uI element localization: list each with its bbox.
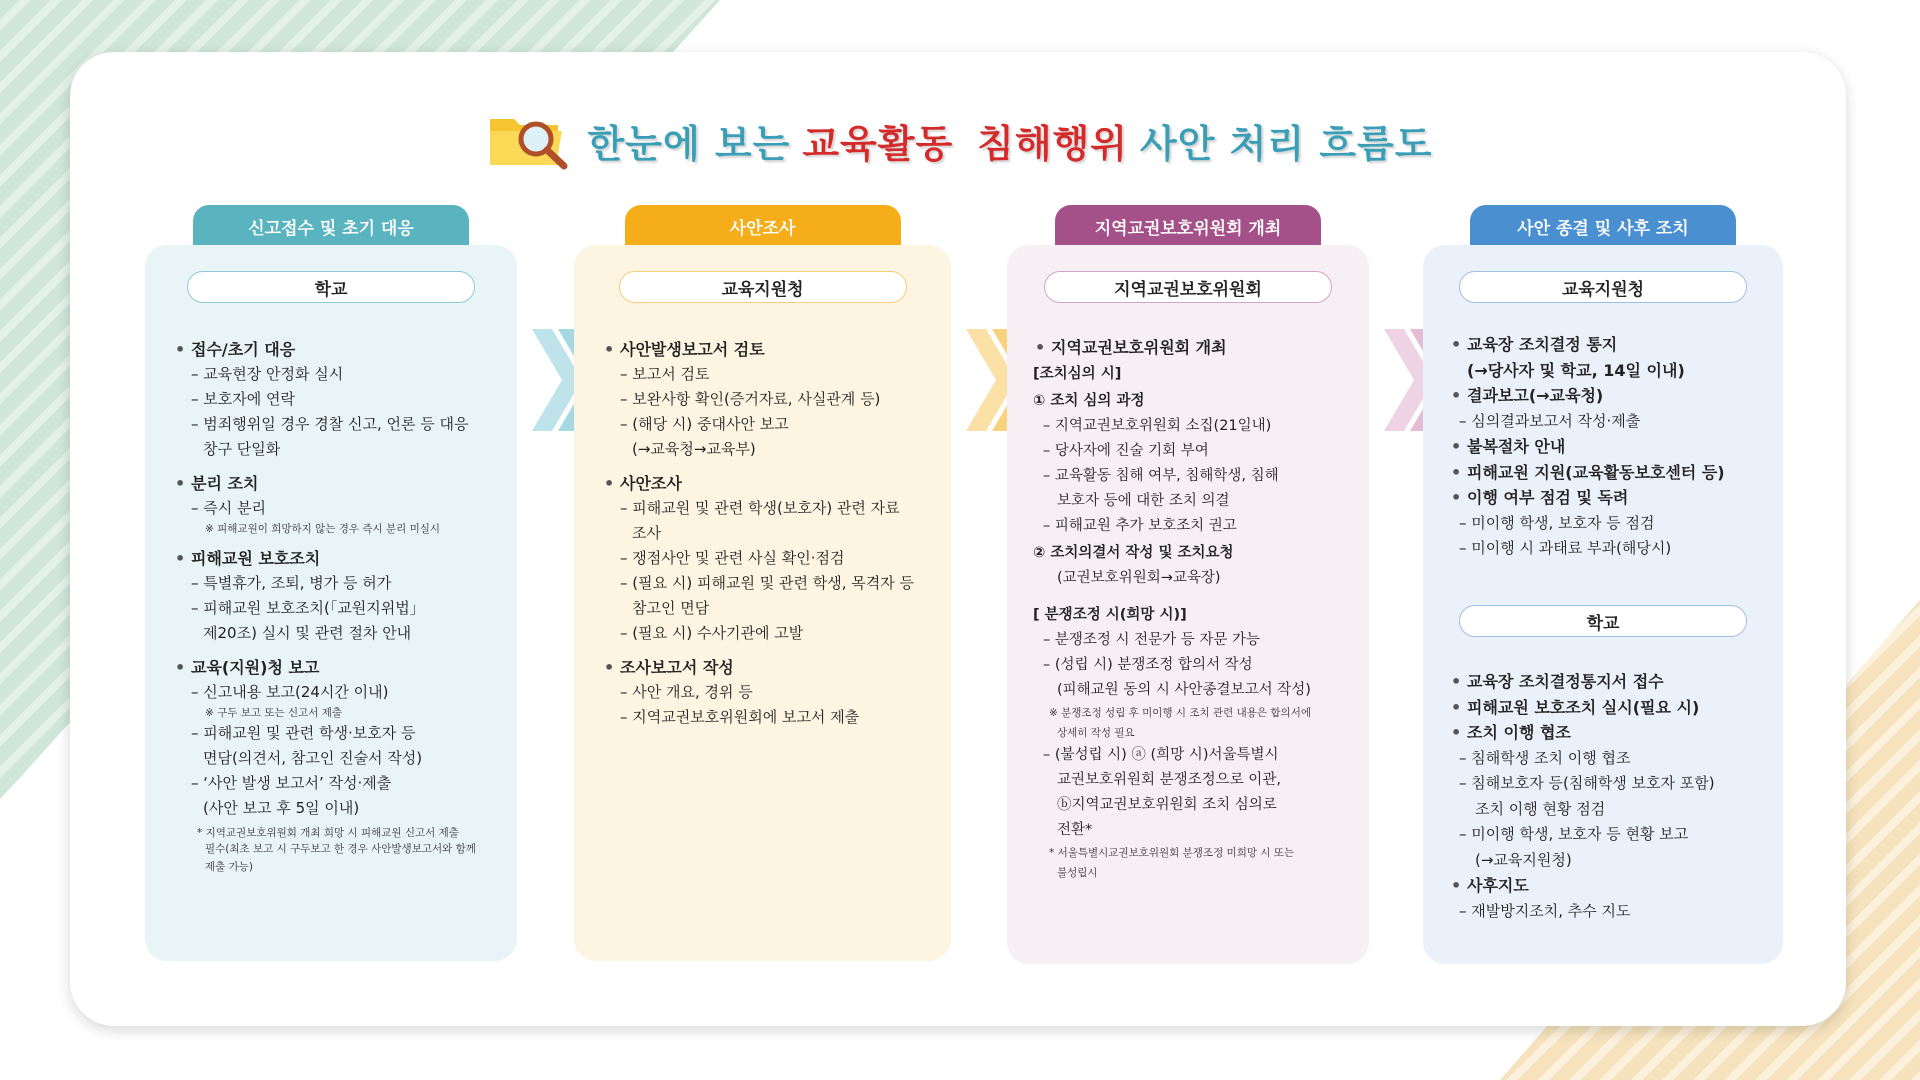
bracket-label: [조치심의 시] — [1033, 366, 1122, 382]
tab-report-intake: 신고접수 및 초기 대응 — [193, 205, 469, 247]
list-item: – 범죄행위일 경우 경찰 신고, 언론 등 대응 — [191, 415, 469, 433]
list-item: – 미이행 학생, 보호자 등 현황 보고 — [1459, 825, 1689, 843]
pill-education-office: 교육지원청 — [619, 271, 907, 303]
list-item-continued: 제20조) 실시 및 관련 절차 안내 — [203, 624, 412, 642]
list-item: – 신고내용 보고(24시간 이내) — [191, 683, 389, 701]
section-heading: • 피해교원 보호조치 실시(필요 시) — [1451, 697, 1700, 717]
sub-heading: ② 조치의결서 작성 및 조치요청 — [1033, 545, 1234, 561]
list-item: – 보고서 검토 — [620, 365, 710, 383]
title-part-2: 교육활동 — [802, 121, 954, 166]
list-item: – 심의결과보고서 작성·제출 — [1459, 411, 1641, 430]
note: ※ 피해교원이 희망하지 않는 경우 즉시 분리 미실시 — [205, 523, 441, 535]
section-heading: • 교육장 조치결정 통지 — [1451, 335, 1618, 354]
list-item: – 교육현장 안정화 실시 — [191, 365, 344, 383]
list-item: – 보호자에 연락 — [191, 390, 295, 408]
list-item: – (필요 시) 수사기관에 고발 — [620, 624, 804, 642]
list-item-continued: 참고인 면담 — [632, 599, 710, 617]
list-item-continued: (교권보호위원회→교육장) — [1057, 570, 1221, 586]
pill-school: 학교 — [187, 271, 475, 303]
footnote: 필수(최초 보고 시 구두보고 한 경우 사안발생보고서와 함께 — [205, 843, 476, 855]
pill-school: 학교 — [1459, 605, 1747, 637]
section-heading: • 분리 조치 — [175, 474, 259, 493]
list-item: – (필요 시) 피해교원 및 관련 학생, 목격자 등 — [620, 574, 914, 592]
section-heading: • 지역교권보호위원회 개최 — [1035, 338, 1227, 357]
list-item: – 보완사항 확인(증거자료, 사실관계 등) — [620, 390, 881, 408]
list-item-continued: 조치 이행 현황 점검 — [1475, 799, 1606, 818]
panel-case-closure — [1423, 245, 1783, 964]
list-item: – 침해학생 조치 이행 협조 — [1459, 748, 1631, 767]
section-heading: • 이행 여부 점검 및 독려 — [1451, 488, 1629, 507]
section-heading: • 교육장 조치결정통지서 접수 — [1451, 672, 1664, 691]
list-item: – (불성립 시) ⓐ (희망 시)서울특별시 — [1043, 747, 1279, 763]
tab-committee: 지역교권보호위원회 개최 — [1055, 205, 1321, 247]
list-item-continued: 면담(의견서, 참고인 진술서 작성) — [203, 749, 423, 767]
section-heading: • 피해교원 지원(교육활동보호센터 등) — [1451, 462, 1725, 482]
section-heading: • 피해교원 보호조치 — [175, 549, 321, 568]
list-item: – (성립 시) 분쟁조정 합의서 작성 — [1043, 657, 1253, 673]
panel-report-intake — [145, 245, 517, 961]
list-item: – 사안 개요, 경위 등 — [620, 683, 753, 701]
list-item: – 지역교권보호위원회에 보고서 제출 — [620, 708, 860, 726]
footnote: 불성립시 — [1057, 867, 1098, 879]
list-item: – 즉시 분리 — [191, 499, 267, 517]
footnote: 제출 가능) — [205, 861, 254, 873]
section-heading: • 불복절차 안내 — [1451, 437, 1566, 456]
list-item-continued: 조사 — [632, 524, 661, 542]
tab-case-investigation: 사안조사 — [625, 205, 901, 247]
section-heading: • 교육(지원)청 보고 — [175, 658, 320, 677]
list-item: – 교육활동 침해 여부, 침해학생, 침해 — [1043, 468, 1279, 484]
list-item-continued: 교권보호위원회 분쟁조정으로 이관, — [1057, 772, 1281, 788]
list-item: – 피해교원 추가 보호조치 권고 — [1043, 518, 1237, 534]
section-heading: • 사안발생보고서 검토 — [604, 340, 765, 359]
list-item-continued: 전환* — [1057, 822, 1093, 838]
list-item: – 당사자에 진술 기회 부여 — [1043, 443, 1209, 459]
section-heading: • 접수/초기 대응 — [175, 340, 296, 359]
list-item: – 피해교원 및 관련 학생·보호자 등 — [191, 724, 416, 742]
section-heading: • 사안조사 — [604, 474, 682, 493]
page-title — [0, 110, 1920, 170]
note: 상세히 작성 필요 — [1057, 727, 1135, 739]
section-heading: • 조사보고서 작성 — [604, 658, 734, 677]
list-item: – ‘사안 발생 보고서’ 작성·제출 — [191, 774, 392, 792]
magnifier-folder-icon — [488, 109, 572, 171]
note: ※ 분쟁조정 성립 후 미이행 시 조치 관련 내용은 합의서에 — [1049, 707, 1311, 719]
list-item: – 분쟁조정 시 전문가 등 자문 가능 — [1043, 632, 1260, 648]
footnote: * 서울특별시교권보호위원회 분쟁조정 미희망 시 또는 — [1049, 847, 1295, 859]
list-item-continued: 보호자 등에 대한 조치 의결 — [1057, 493, 1230, 509]
section-detail: (→당사자 및 학교, 14일 이내) — [1467, 360, 1685, 380]
list-item: – (해당 시) 중대사안 보고 — [620, 415, 789, 433]
title-part-1: 한눈에 보는 — [587, 121, 791, 166]
bracket-label: [ 분쟁조정 시(희망 시)] — [1033, 607, 1187, 623]
list-item-continued: (사안 보고 후 5일 이내) — [203, 799, 360, 817]
section-heading: • 조치 이행 협조 — [1451, 723, 1571, 742]
list-item: – 피해교원 및 관련 학생(보호자) 관련 자료 — [620, 499, 900, 517]
list-item-continued: (피해교원 동의 시 사안종결보고서 작성) — [1057, 682, 1311, 698]
note: ※ 구두 보고 또는 신고서 제출 — [205, 707, 343, 719]
title-part-4: 사안 처리 흐름도 — [1140, 121, 1433, 166]
list-item: – 침해보호자 등(침해학생 보호자 포함) — [1459, 774, 1715, 792]
list-item: – 지역교권보호위원회 소집(21일내) — [1043, 418, 1272, 434]
footnote: * 지역교권보호위원회 개최 희망 시 피해교원 신고서 제출 — [197, 827, 459, 839]
list-item-continued: 창구 단일화 — [203, 440, 281, 458]
section-heading: • 사후지도 — [1451, 876, 1529, 895]
title-part-3: 침해행위 — [977, 121, 1129, 166]
list-item: – 재발방지조치, 추수 지도 — [1459, 901, 1631, 920]
tab-case-closure: 사안 종결 및 사후 조치 — [1470, 205, 1736, 247]
sub-heading: ① 조치 심의 과정 — [1033, 393, 1145, 409]
panel-committee — [1007, 245, 1369, 964]
list-item-continued: (→교육지원청) — [1475, 850, 1572, 869]
list-item: – 피해교원 보호조치(「교원지위법」 — [191, 599, 425, 617]
list-item: – 미이행 시 과태료 부과(해당시) — [1459, 539, 1672, 557]
panel-case-investigation — [574, 245, 951, 961]
list-item: – 쟁점사안 및 관련 사실 확인·점검 — [620, 549, 845, 567]
list-item-continued: (→교육청→교육부) — [632, 440, 756, 458]
list-item-continued: ⓑ지역교권보호위원회 조치 심의로 — [1057, 797, 1277, 813]
list-item: – 특별휴가, 조퇴, 병가 등 허가 — [191, 574, 392, 592]
pill-committee: 지역교권보호위원회 — [1044, 271, 1332, 303]
pill-education-office: 교육지원청 — [1459, 271, 1747, 303]
section-heading: • 결과보고(→교육청) — [1451, 386, 1604, 405]
list-item: – 미이행 학생, 보호자 등 점검 — [1459, 513, 1655, 532]
